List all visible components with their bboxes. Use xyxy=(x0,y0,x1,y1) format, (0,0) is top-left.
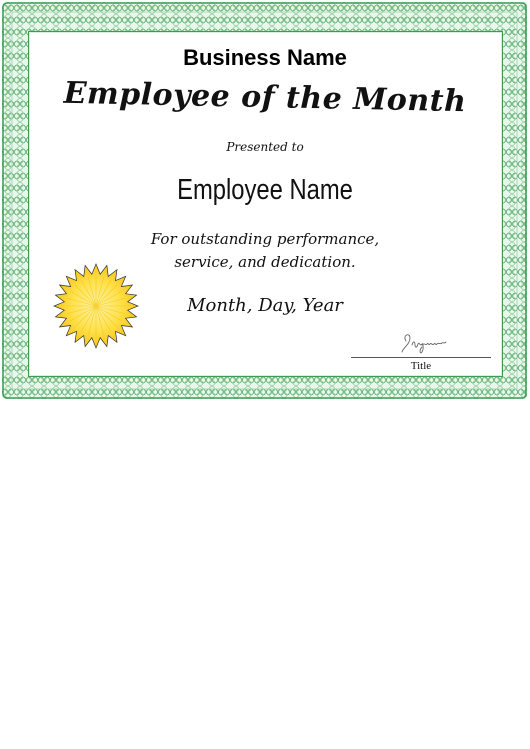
award-date: Month, Day, Year xyxy=(187,295,343,316)
signature-line xyxy=(351,357,491,358)
certificate-title: Employee of the Month xyxy=(63,75,467,120)
presented-to-label: Presented to xyxy=(226,140,304,154)
signature-title-label: Title xyxy=(410,360,432,372)
award-reason-line-2: service, and dedication. xyxy=(174,253,356,271)
signature-image xyxy=(398,327,456,357)
award-reason-line-1: For outstanding performance, xyxy=(150,230,380,248)
employee-name: Employee Name xyxy=(177,174,353,206)
business-name: Business Name xyxy=(183,45,347,70)
sunburst-seal-icon xyxy=(53,261,139,351)
